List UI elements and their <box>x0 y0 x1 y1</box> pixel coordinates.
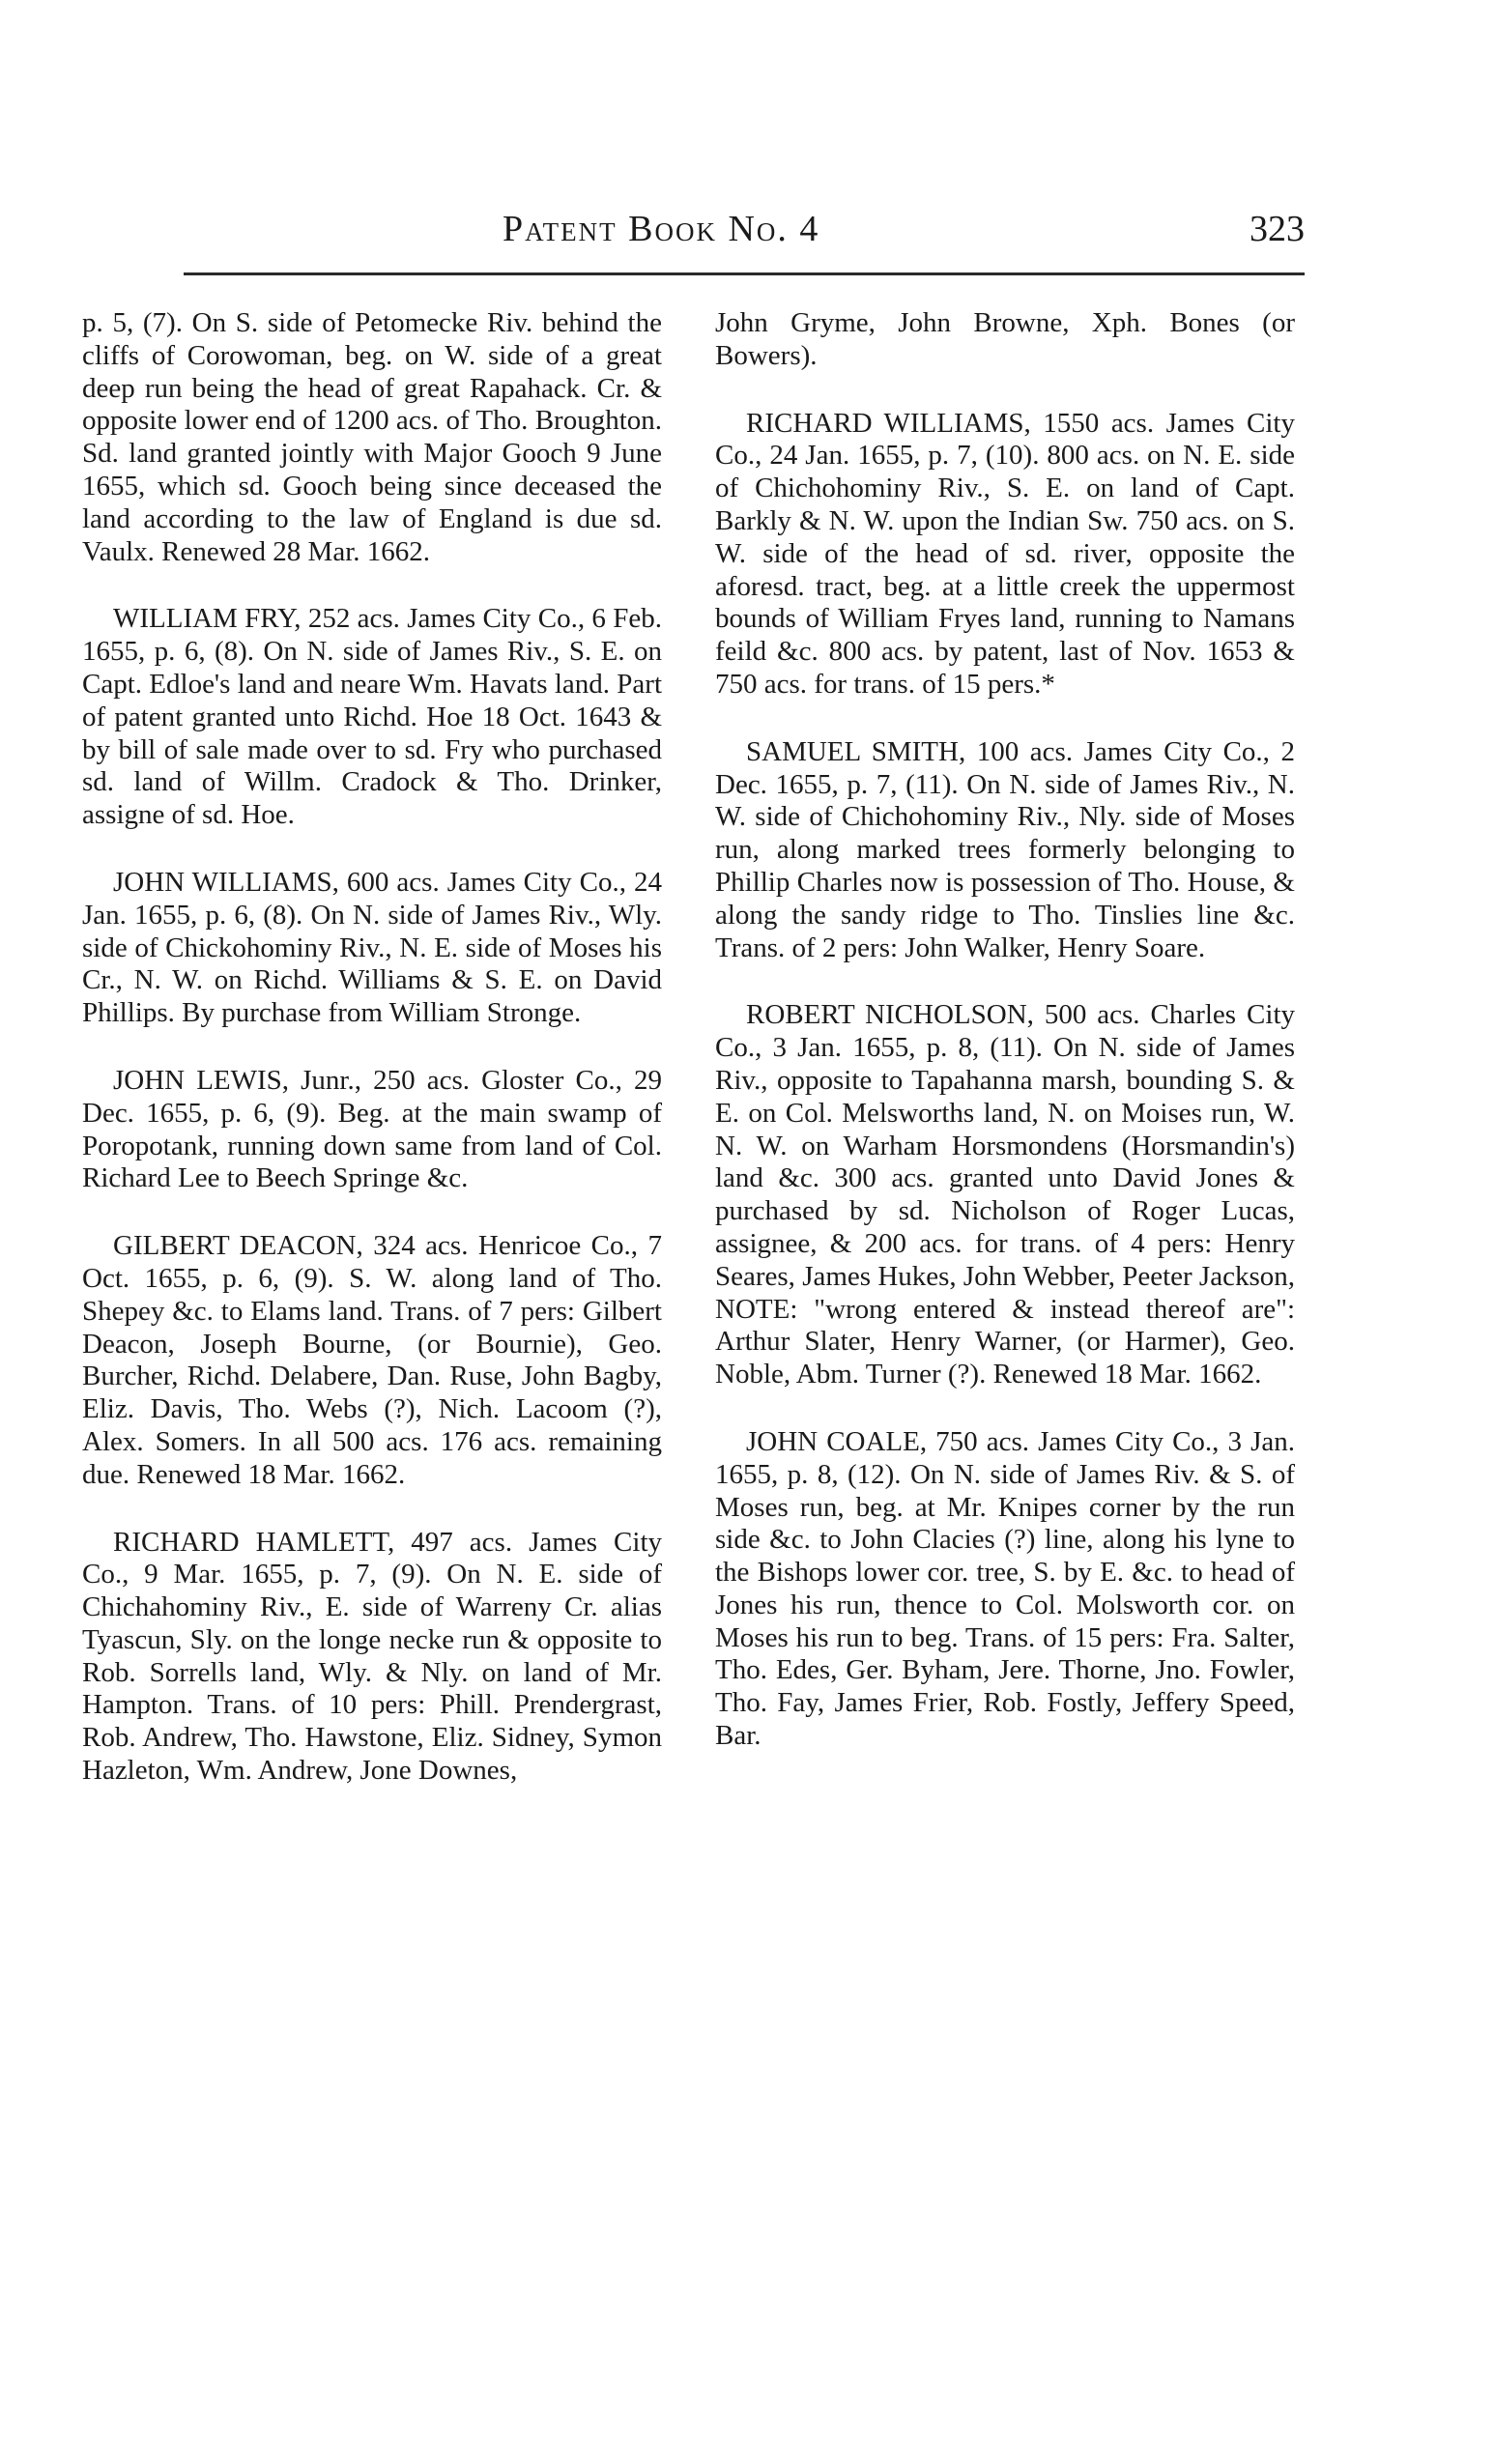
left-column <box>82 307 662 1822</box>
header-rule <box>184 272 1305 275</box>
patent-entry-samuel-smith: SAMUEL SMITH, 100 acs. James City Co., 2 Dec. 1655, p. 7, (11). On N. side of James Riv., N. W. side of Chichohominy Riv., Nly. side of Moses run, along marked trees formerly belonging to Phillip Charles now is possession of Tho. House, & along the sandy ridge to Tho. Tinslies line &c. Trans. of 2 pers: John Walker, Henry Soare. <box>715 735 1295 963</box>
patent-entry-john-coale: JOHN COALE, 750 acs. James City Co., 3 Jan. 1655, p. 8, (12). On N. side of James Riv. & S. of Moses run, beg. at Mr. Knipes corner by the run side &c. to John Clacies (?) line, along his lyne to the Bishops lower cor. tree, S. by E. &c. to head of Jones his run, thence to Col. Molsworth cor. on Moses his run to beg. Trans. of 15 pers: Fra. Salter, Tho. Edes, Ger. Byham, Jere. Thorne, Jno. Fowler, Tho. Fay, James Frier, Rob. Fostly, Jeffery Speed, Bar. <box>715 1425 1295 1752</box>
patent-entry-john-williams: JOHN WILLIAMS, 600 acs. James City Co., 24 Jan. 1655, p. 6, (8). On N. side of James Riv., Wly. side of Chickohominy Riv., N. E. side of Moses his Cr., N. W. on Richd. Williams & S. E. on David Phillips. By purchase from William Stronge. <box>82 866 662 1029</box>
running-title: Patent Book No. 4 <box>503 209 820 249</box>
patent-entry-continuation: p. 5, (7). On S. side of Petomecke Riv. behind the cliffs of Corowoman, beg. on W. side of a great deep run being the head of great Rapahack. Cr. & opposite lower end of 1200 acs. of Tho. Broughton. Sd. land granted jointly with Major Gooch 9 June 1655, which sd. Gooch being since deceased the land according to the law of England is due sd. Vaulx. Renewed 28 Mar. 1662. <box>82 307 662 567</box>
right-column <box>715 307 1295 1788</box>
patent-entry-continuation: John Gryme, John Browne, Xph. Bones (or Bowers). <box>715 307 1295 371</box>
patent-entry-richard-hamlett: RICHARD HAMLETT, 497 acs. James City Co., 9 Mar. 1655, p. 7, (9). On N. E. side of Chichahominy Riv., E. side of Warreny Cr. alias Tyascun, Sly. on the longe necke run & opposite to Rob. Sorrells land, Wly. & Nly. on land of Mr. Hampton. Trans. of 10 pers: Phill. Prendergrast, Rob. Andrew, Tho. Hawstone, Eliz. Sidney, Symon Hazleton, Wm. Andrew, Jone Downes, <box>82 1526 662 1787</box>
page-header <box>184 208 1305 266</box>
patent-entry-robert-nicholson: ROBERT NICHOLSON, 500 acs. Charles City Co., 3 Jan. 1655, p. 8, (11). On N. side of James Riv., opposite to Tapahanna marsh, bounding S. & E. on Col. Melsworths land, N. on Moises run, W. N. W. on Warham Horsmondens (Horsmandin's) land &c. 300 acs. granted unto David Jones & purchased by sd. Nicholson of Roger Lucas, assignee, & 200 acs. for trans. of 4 pers: Henry Seares, James Hukes, John Webber, Peeter Jackson, NOTE: "wrong entered & instead thereof are": Arthur Slater, Henry Warner, (or Harmer), Geo. Noble, Abm. Turner (?). Renewed 18 Mar. 1662. <box>715 999 1295 1390</box>
patent-entry-gilbert-deacon: GILBERT DEACON, 324 acs. Henricoe Co., 7 Oct. 1655, p. 6, (9). S. W. along land of Tho. Shepey &c. to Elams land. Trans. of 7 pers: Gilbert Deacon, Joseph Bourne, (or Bournie), Geo. Burcher, Richd. Delabere, Dan. Ruse, John Bagby, Eliz. Davis, Tho. Webs (?), Nich. Lacoom (?), Alex. Somers. In all 500 acs. 176 acs. remaining due. Renewed 18 Mar. 1662. <box>82 1230 662 1490</box>
patent-entry-william-fry: WILLIAM FRY, 252 acs. James City Co., 6 Feb. 1655, p. 6, (8). On N. side of James Riv., S. E. on Capt. Edloe's land and neare Wm. Havats land. Part of patent granted unto Richd. Hoe 18 Oct. 1643 & by bill of sale made over to sd. Fry who purchased sd. land of Willm. Cradock & Tho. Drinker, assigne of sd. Hoe. <box>82 603 662 831</box>
patent-entry-richard-williams: RICHARD WILLIAMS, 1550 acs. James City Co., 24 Jan. 1655, p. 7, (10). 800 acs. on N. E. side of Chichohominy Riv., S. E. on land of Capt. Barkly & N. W. upon the Indian Sw. 750 acs. on S. W. side of the head of sd. river, opposite the aforesd. tract, beg. at a little creek the uppermost bounds of William Fryes land, running to Namans feild &c. 800 acs. by patent, last of Nov. 1653 & 750 acs. for trans. of 15 pers.* <box>715 407 1295 700</box>
page-number: 323 <box>1250 209 1305 249</box>
patent-entry-john-lewis: JOHN LEWIS, Junr., 250 acs. Gloster Co., 29 Dec. 1655, p. 6, (9). Beg. at the main swamp of Poropotank, running down same from land of Col. Richard Lee to Beech Springe &c. <box>82 1064 662 1194</box>
